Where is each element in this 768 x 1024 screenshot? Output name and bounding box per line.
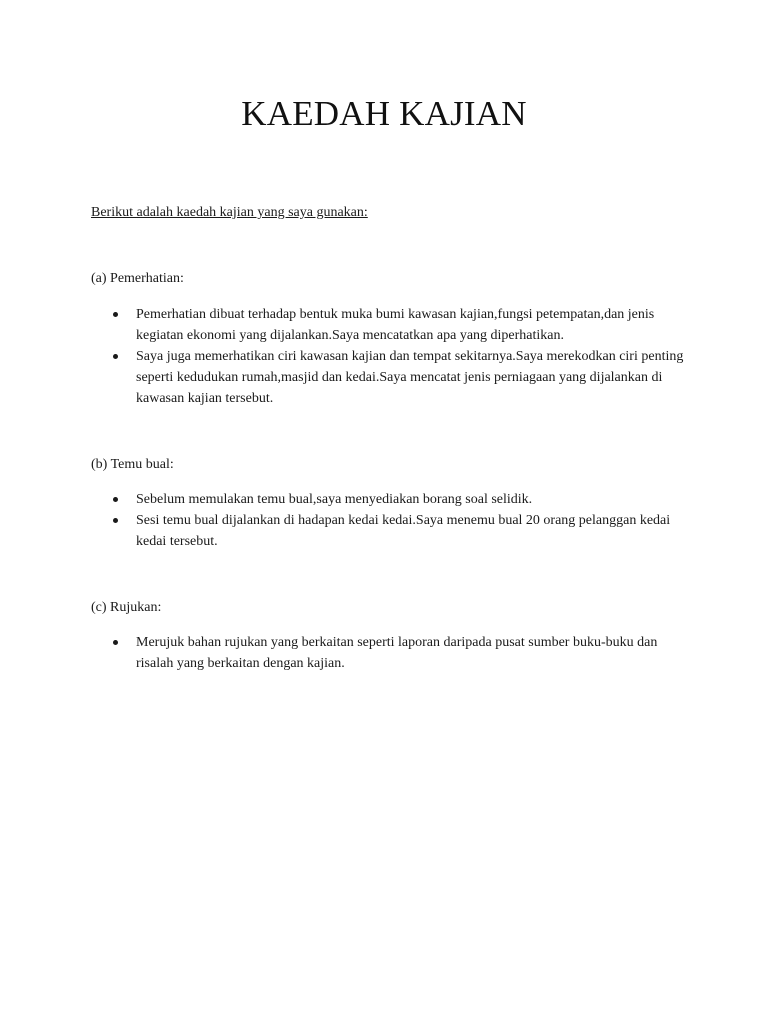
bullet-list-pemerhatian <box>136 304 696 409</box>
list-item-text: Sesi temu bual dijalankan di hadapan kedai kedai.Saya menemu bual 20 orang pelanggan kedai kedai tersebut. <box>136 513 671 549</box>
document-title: KAEDAH KAJIAN <box>241 94 527 133</box>
list-item-text: Saya juga memerhatikan ciri kawasan kajian dan tempat sekitarnya.Saya merekodkan ciri penting seperti kedudukan rumah,masjid dan kedai.Saya mencatat jenis perniagaan yang dijalankan di kawasan kajian tersebut. <box>136 349 684 406</box>
bullet-list-temu-bual <box>136 489 696 552</box>
list-item <box>136 489 696 510</box>
bullet-icon <box>113 312 118 317</box>
bullet-list-rujukan <box>136 632 696 674</box>
bullet-icon <box>113 354 118 359</box>
list-item <box>136 510 696 552</box>
section-heading-rujukan: (c) Rujukan: <box>91 600 162 615</box>
list-item <box>136 632 696 674</box>
section-heading-temu-bual: (b) Temu bual: <box>91 457 174 472</box>
list-item-text: Merujuk bahan rujukan yang berkaitan seperti laporan daripada pusat sumber buku-buku dan risalah yang berkaitan dengan kajian. <box>136 635 658 671</box>
intro-text: Berikut adalah kaedah kajian yang saya gunakan: <box>91 205 368 220</box>
section-heading-pemerhatian: (a) Pemerhatian: <box>91 271 184 286</box>
list-item <box>136 346 696 409</box>
list-item-text: Pemerhatian dibuat terhadap bentuk muka bumi kawasan kajian,fungsi petempatan,dan jenis kegiatan ekonomi yang dijalankan.Saya mencatatkan apa yang diperhatikan. <box>136 307 655 343</box>
list-item-text: Sebelum memulakan temu bual,saya menyediakan borang soal selidik. <box>136 492 533 507</box>
bullet-icon <box>113 640 118 645</box>
bullet-icon <box>113 497 118 502</box>
bullet-icon <box>113 518 118 523</box>
list-item <box>136 304 696 346</box>
